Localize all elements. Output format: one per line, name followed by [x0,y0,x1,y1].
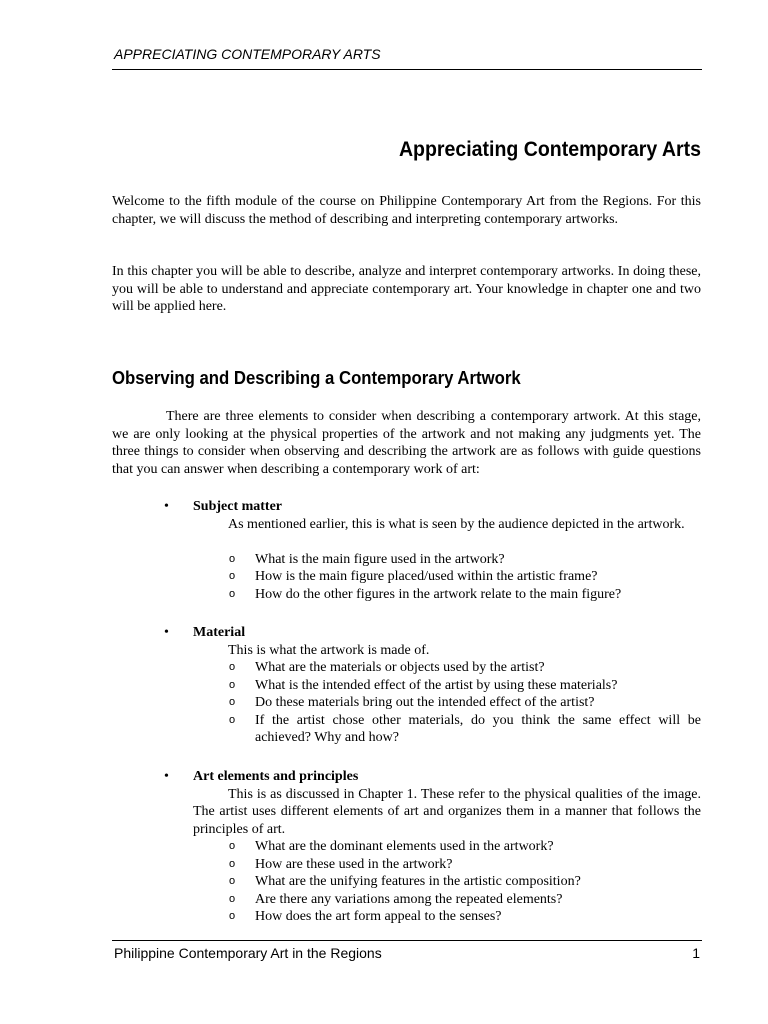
question-list [0,838,768,926]
bullet-title: Subject matter [193,499,283,514]
question-text: If the artist chose other materials, do you think the same effect will be achieved? Why and how? [255,712,701,745]
intro-paragraph-1: Welcome to the fifth module of the course on Philippine Contemporary Art from the Regions. For this chapter, we will discuss the method of describing and interpreting contemporary artworks. [112,194,701,227]
page-number: 1 [692,945,700,961]
sub-bullet-marker: o [229,678,236,691]
sub-bullet-marker: o [229,857,236,870]
sub-bullet-marker: o [229,570,236,582]
list-item [0,838,768,856]
sub-bullet-marker: o [229,713,236,726]
question-text: What is the main figure used in the artwork? [255,551,505,567]
sub-bullet-marker: o [229,661,236,673]
question-text: How is the main figure placed/used within the artistic frame? [255,569,598,584]
bullet-marker: • [164,499,169,514]
list-item [0,586,768,604]
list-item [0,712,768,747]
footer-course-title: Philippine Contemporary Art in the Regions [114,945,382,961]
question-text: Are there any variations among the repeated elements? [255,891,563,907]
question-text: How are these used in the artwork? [255,856,453,872]
question-text: What are the unifying features in the artistic composition? [255,874,581,889]
list-item [0,551,768,569]
list-item [0,856,768,874]
bullet-body: As mentioned earlier, this is what is seen by the audience depicted in the artwork. [228,516,685,532]
list-item [0,908,768,926]
footer-rule [112,940,702,941]
bullet-body: This is as discussed in Chapter 1. These refer to the physical qualities of the image. The artist uses different elements of art and organizes them in a manner that follows the principles of art. [193,786,701,837]
bullet-marker: • [164,769,169,784]
running-header: APPRECIATING CONTEMPORARY ARTS [114,46,381,62]
sub-bullet-marker: o [229,587,236,600]
sub-bullet-marker: o [229,552,236,565]
question-list [0,659,768,747]
sub-bullet-marker: o [229,875,236,887]
list-item [0,873,768,891]
question-list [0,551,768,604]
bullet-title: Material [193,625,246,640]
page-title: Appreciating Contemporary Arts [398,138,701,161]
list-item [0,659,768,677]
question-text: What are the dominant elements used in the artwork? [255,839,554,854]
bullet-title: Art elements and principles [193,769,359,784]
sub-bullet-marker: o [229,840,236,852]
list-item [0,568,768,586]
bullet-body: This is what the artwork is made of. [228,642,430,658]
section-paragraph: There are three elements to consider when describing a contemporary artwork. At this stage, we are only looking at the physical properties of the artwork and not making any judgments yet. The three things to consider when observing and describing the artwork are as follows with guide questions that you can answer when describing a contemporary work of art: [112,409,701,477]
question-text: What is the intended effect of the artist by using these materials? [255,677,618,693]
list-item [0,891,768,909]
section-heading: Observing and Describing a Contemporary Artwork [112,368,521,388]
bullet-marker: • [164,625,169,640]
sub-bullet-marker: o [229,892,236,905]
question-text: What are the materials or objects used by the artist? [255,660,545,675]
question-text: How does the art form appeal to the senses? [255,909,502,924]
sub-bullet-marker: o [229,696,236,708]
list-item [0,694,768,712]
sub-bullet-marker: o [229,910,236,922]
header-rule [112,69,702,70]
question-text: Do these materials bring out the intended effect of the artist? [255,695,595,710]
list-item [0,677,768,695]
question-text: How do the other figures in the artwork relate to the main figure? [255,586,622,602]
intro-paragraph-2: In this chapter you will be able to describe, analyze and interpret contemporary artworks. In doing these, you will be able to understand and appreciate contemporary art. Your knowledge in chapter one and two will be applied here. [112,264,701,314]
